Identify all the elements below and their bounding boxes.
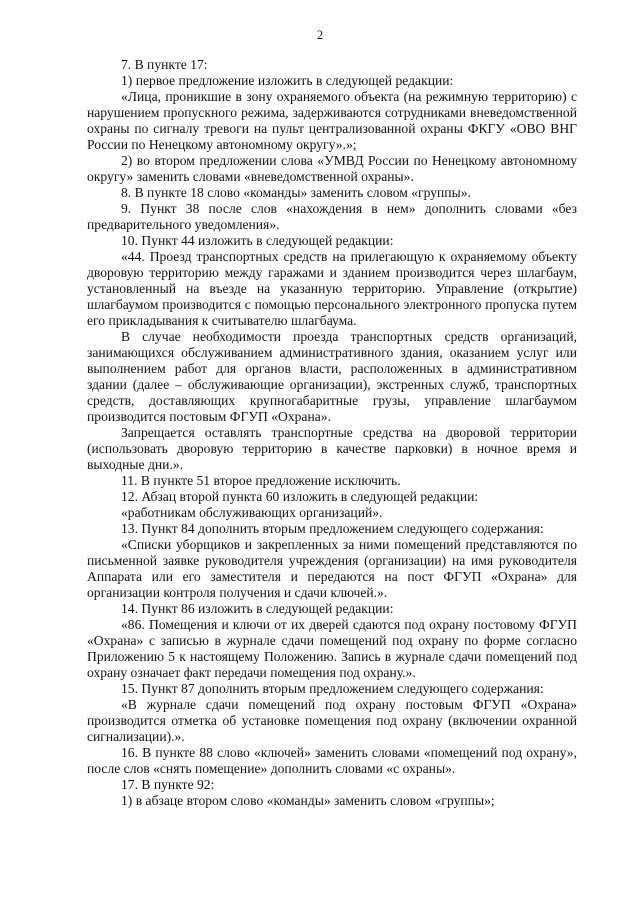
- paragraph: «44. Проезд транспортных средств на прилегающую к охраняемому объекту дворовую территорию между гаражами и зданием производится через шлагбаум, установленный на въезде на указанную территорию. Управление (открытие) шлагбаумом производится с помощью персонального электронного пропуска путем его прикладывания к считывателю шлагбаума.: [87, 249, 577, 328]
- paragraph: 1) первое предложение изложить в следующей редакции:: [121, 73, 454, 88]
- paragraph: 1) в абзаце втором слово «команды» заменить словом «группы»;: [121, 793, 495, 808]
- paragraph: 14. Пункт 86 изложить в следующей редакции:: [121, 601, 394, 616]
- paragraph: 11. В пункте 51 второе предложение исключить.: [121, 473, 401, 488]
- paragraph: 9. Пункт 38 после слов «нахождения в нем» дополнить словами «без предварительного уведомления».: [87, 201, 577, 232]
- paragraph: «работникам обслуживающих организаций».: [121, 505, 383, 520]
- paragraph: В случае необходимости проезда транспортных средств организаций, занимающихся обслуживанием административного здания, оказанием услуг или выполнением работ для органов власти, расположенных в административном здании (далее – обслуживающие организации), экстренных служб, транспортных средств, доставляющих крупногабаритные грузы, управление шлагбаумом производится постовым ФГУП «Охрана».: [87, 329, 577, 424]
- paragraph: 13. Пункт 84 дополнить вторым предложением следующего содержания:: [121, 521, 544, 536]
- paragraph: 8. В пункте 18 слово «команды» заменить словом «группы».: [121, 185, 471, 200]
- paragraph: Запрещается оставлять транспортные средства на дворовой территории (использовать дворовую территорию в качестве парковки) в ночное время и выходные дни.».: [87, 425, 577, 472]
- paragraph: 2) во втором предложении слова «УМВД России по Ненецкому автономному округу» заменить словами «вневедомственной охраны».: [87, 153, 577, 184]
- paragraph: 10. Пункт 44 изложить в следующей редакции:: [121, 233, 394, 248]
- page-number: 2: [316, 28, 324, 42]
- paragraph: 7. В пункте 17:: [121, 57, 208, 72]
- paragraph: «Лица, проникшие в зону охраняемого объекта (на режимную территорию) с нарушением пропускного режима, задерживаются сотрудниками вневедомственной охраны по сигналу тревоги на пульт централизованной охраны ФКГУ «ОВО ВНГ России по Ненецкому автономному округу».»;: [87, 89, 577, 152]
- paragraph: 12. Абзац второй пункта 60 изложить в следующей редакции:: [121, 489, 479, 504]
- paragraph: 16. В пункте 88 слово «ключей» заменить словами «помещений под охрану», после слов «снять помещение» дополнить словами «с охраны».: [87, 745, 577, 776]
- paragraph: «Списки уборщиков и закрепленных за ними помещений представляются по письменной заявке руководителя учреждения (организации) на имя руководителя Аппарата или его заместителя и передаются на пост ФГУП «Охрана» для организации контроля получения и сдачи ключей.».: [87, 537, 577, 600]
- paragraph: «86. Помещения и ключи от их дверей сдаются под охрану постовому ФГУП «Охрана» с записью в журнале сдачи помещений под охрану по форме согласно Приложению 5 к настоящему Положению. Запись в журнале сдачи помещений под охрану означает факт передачи помещения под охрану.».: [87, 617, 577, 680]
- paragraph: 17. В пункте 92:: [121, 777, 215, 792]
- document-body: [87, 57, 577, 809]
- paragraph: 15. Пункт 87 дополнить вторым предложением следующего содержания:: [121, 681, 544, 696]
- paragraph: «В журнале сдачи помещений под охрану постовым ФГУП «Охрана» производится отметка об установке помещения под охрану (включении охранной сигнализации).».: [87, 697, 577, 744]
